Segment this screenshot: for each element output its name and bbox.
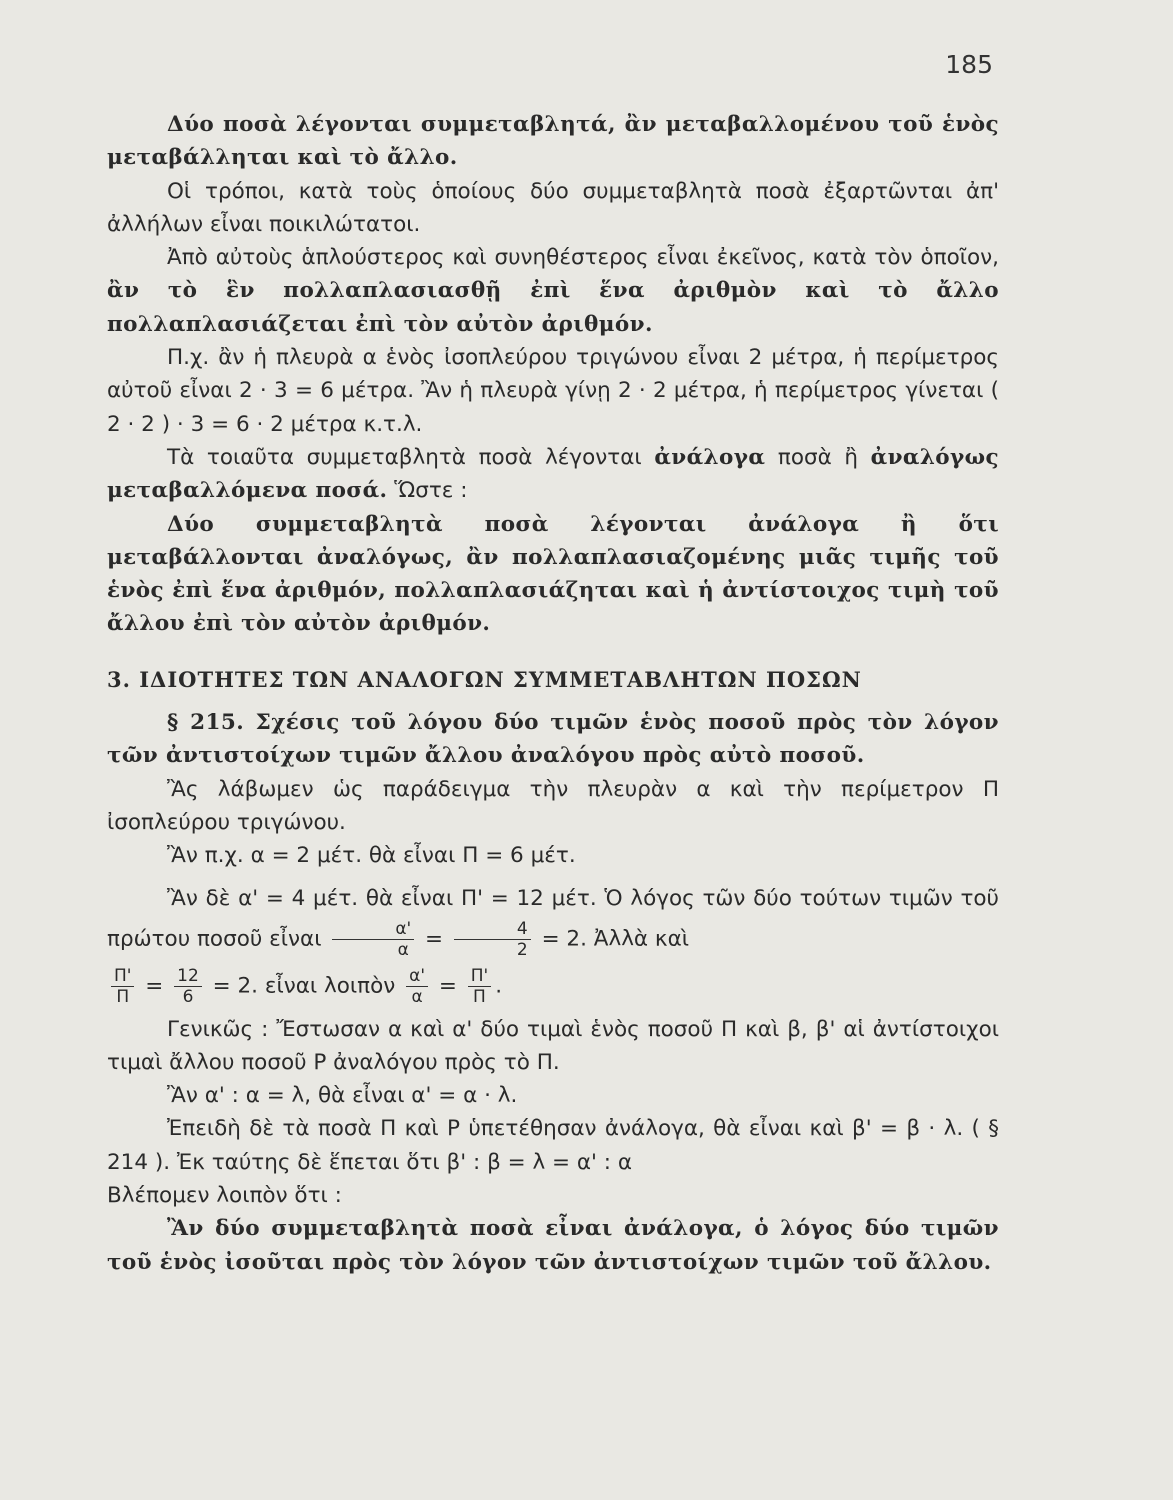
denominator: 6 — [182, 986, 194, 1007]
text-term-or: ποσὰ ἢ — [765, 444, 871, 470]
denominator: 2 — [516, 939, 528, 960]
paragraph-example-values: Ἂν π.χ. α = 2 μέτ. θὰ εἶναι Π = 6 μέτ. — [167, 843, 576, 869]
text-simplest-bold: ἂν τὸ ἓν πολλαπλασιασθῇ ἐπὶ ἕνα ἀριθμὸν καὶ τὸ ἄλλο πολλαπλασιάζεται ἐπὶ τὸν αὐτὸν ἀριθμόν. — [107, 278, 999, 337]
paragraph-example-triangle: Π.χ. ἂν ἡ πλευρὰ α ἑνὸς ἰσοπλεύρου τριγώνου εἶναι 2 μέτρα, ἡ περίμετρος αὐτοῦ εἶναι 2 · 3 = 6 μέτρα. Ἂν ἡ πλευρὰ γίνῃ 2 · 2 μέτρα, ἡ περίμετρος γίνεται ( 2 · 2 ) · 3 = 6 · 2 μέτρα κ.τ.λ. — [107, 345, 999, 437]
paragraph-lambda: Ἂν α' : α = λ, θὰ εἶναι α' = α · λ. — [167, 1083, 518, 1109]
fraction-twelve-over-six — [174, 966, 202, 1007]
text-ratio-result: = 2. Ἀλλὰ καὶ — [541, 926, 690, 952]
denominator: α — [411, 986, 423, 1007]
text-term-intro: Τὰ τοιαῦτα συμμεταβλητὰ ποσὰ λέγονται — [167, 444, 655, 470]
numerator: α' — [406, 966, 428, 987]
numerator: Π' — [468, 966, 491, 987]
numerator: 12 — [174, 966, 202, 987]
definition-proportional: Δύο συμμεταβλητὰ ποσὰ λέγονται ἀνάλογα ἢ ὅτι μεταβάλλονται ἀναλόγως, ἂν πολλαπλασιαζομένης μιᾶς τιμῆς τοῦ ἑνὸς ἐπὶ ἕνα ἀριθμόν, πολλαπλασιάζηται καὶ ἡ ἀντίστοιχος τιμὴ τοῦ ἄλλου ἐπὶ τὸν αὐτὸν ἀριθμόν. — [107, 511, 999, 637]
numerator: 4 — [454, 919, 531, 940]
paragraph-ratio-second: $\frac{\Pi'}{\Pi}$ = $\frac{12}{6}$ = 2. εἶναι λοιπὸν $\frac{\alpha'}{\alpha}$ = $\frac{\Pi'}{\Pi}$ . — [107, 966, 999, 1007]
theorem-ratio: Ἂν δύο συμμεταβλητὰ ποσὰ εἶναι ἀνάλογα, ὁ λόγος δύο τιμῶν τοῦ ἑνὸς ἰσοῦται πρὸς τὸν λόγον τῶν ἀντιστοίχων τιμῶν τοῦ ἄλλου. — [107, 1216, 999, 1275]
denominator: Π — [116, 986, 130, 1007]
text-term-analoga: ἀνάλογα — [654, 444, 766, 470]
numerator: α' — [332, 919, 414, 940]
fraction-four-over-two — [454, 919, 531, 960]
paragraph-dependence: Οἱ τρόποι, κατὰ τοὺς ὁποίους δύο συμμεταβλητὰ ποσὰ ἐξαρτῶνται ἀπ' ἀλλήλων εἶναι ποικιλώτατοι. — [107, 178, 999, 237]
fraction-p-prime-over-p — [111, 966, 134, 1007]
fraction-a-prime-over-a-2 — [406, 966, 428, 1007]
text-period: . — [495, 973, 503, 999]
numerator: Π' — [111, 966, 134, 987]
paragraph-we-see: Βλέπομεν λοιπὸν ὅτι : — [107, 1183, 342, 1209]
denominator: Π — [473, 986, 486, 1007]
fraction-p-prime-over-p-2 — [468, 966, 491, 1007]
text-ratio-first: Ἂν δὲ α' = 4 μέτ. θὰ εἶναι Π' = 12 μέτ. Ὁ λόγος τῶν δύο τούτων τιμῶν τοῦ πρώτου ποσοῦ εἶναι — [107, 885, 999, 952]
text-term-hence: Ὥστε : — [387, 478, 468, 504]
paragraph-ratio-first: Ἂν δὲ α' = 4 μέτ. θὰ εἶναι Π' = 12 μέτ. Ὁ λόγος τῶν δύο τούτων τιμῶν τοῦ πρώτου ποσοῦ εἶναι $\frac{\alpha'}{\alpha}$ = $\frac{4}{2}$ = 2. Ἀλλὰ καὶ — [107, 885, 999, 960]
section-215-title: § 215. Σχέσις τοῦ λόγου δύο τιμῶν ἑνὸς ποσοῦ πρὸς τὸν λόγον τῶν ἀντιστοίχων τιμῶν ἄλλου ἀναλόγου πρὸς αὐτὸ ποσοῦ. — [107, 710, 999, 769]
paragraph-general: Γενικῶς : Ἔστωσαν α καὶ α' δύο τιμαὶ ἑνὸς ποσοῦ Π καὶ β, β' αἱ ἀντίστοιχοι τιμαὶ ἄλλου ποσοῦ Ρ ἀναλόγου πρὸς τὸ Π. — [107, 1016, 999, 1075]
paragraph-proportional-term — [107, 441, 999, 508]
text-ratio-conclusion: = 2. εἶναι λοιπὸν — [212, 973, 396, 999]
paragraph-simplest-way — [107, 241, 999, 341]
page-number: 185 — [945, 50, 993, 79]
paragraph-since: Ἐπειδὴ δὲ τὰ ποσὰ Π καὶ Ρ ὑπετέθησαν ἀνάλογα, θὰ εἶναι καὶ β' = β · λ. ( § 214 ). Ἐκ ταύτης δὲ ἕπεται ὅτι β' : β = λ = α' : α — [107, 1116, 999, 1175]
denominator: α — [397, 939, 409, 960]
page-content — [107, 108, 999, 1279]
section-heading: 3. ΙΔΙΟΤΗΤΕΣ ΤΩΝ ΑΝΑΛΟΓΩΝ ΣΥΜΜΕΤΑΒΛΗΤΩΝ ΠΟΣΩΝ — [107, 666, 862, 692]
fraction-a-prime-over-a — [332, 919, 414, 960]
text-simplest-intro: Ἀπὸ αὐτοὺς ἁπλούστερος καὶ συνηθέστερος εἶναι ἐκεῖνος, κατὰ τὸν ὁποῖον, — [167, 245, 999, 271]
text-term-analogos: ἀναλόγως μεταβαλλόμενα ποσά. — [107, 444, 1000, 504]
definition-commensurable: Δύο ποσὰ λέγονται συμμεταβλητά, ἂν μεταβαλλομένου τοῦ ἑνὸς μεταβάλληται καὶ τὸ ἄλλο. — [107, 112, 999, 171]
paragraph-example-setup: Ἂς λάβωμεν ὡς παράδειγμα τὴν πλευρὰν α καὶ τὴν περίμετρον Π ἰσοπλεύρου τριγώνου. — [107, 776, 999, 835]
